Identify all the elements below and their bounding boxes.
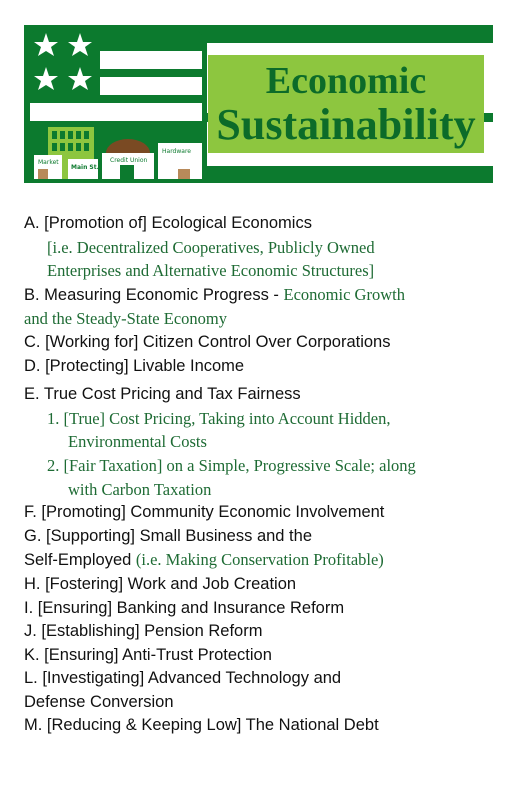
item-f: F. [Promoting] Community Economic Involvement: [24, 503, 385, 522]
item-l-line-1: L. [Investigating] Advanced Technology and: [24, 669, 342, 688]
main-st-label: Main St.: [71, 164, 99, 171]
item-e2-line-2: with Carbon Taxation: [68, 479, 212, 499]
item-g-detail: (i.e. Making Conservation Profitable): [135, 550, 384, 570]
title-box: [208, 55, 484, 153]
item-g-line-2: [24, 548, 504, 573]
credit-union-label: Credit Union: [110, 157, 148, 164]
item-e1-line-1: 1. [True] Cost Pricing, Taking into Account Hidden,: [47, 408, 391, 428]
item-d: D. [Protecting] Livable Income: [24, 356, 245, 375]
item-a-detail-2: Enterprises and Alternative Economic Structures]: [47, 261, 375, 281]
item-c: C. [Working for] Citizen Control Over Corporations: [24, 332, 391, 351]
item-h: H. [Fostering] Work and Job Creation: [24, 574, 297, 593]
title-line-2: Sustainability: [216, 100, 476, 149]
header-banner: [24, 25, 493, 183]
item-g-line-1: G. [Supporting] Small Business and the: [24, 526, 312, 545]
item-b-detail-2: and the Steady-State Economy: [24, 309, 227, 329]
item-b-main: B. Measuring Economic Progress -: [24, 285, 284, 304]
hardware-label: Hardware: [162, 148, 191, 155]
item-e1-line-2: Environmental Costs: [68, 432, 207, 452]
item-e2-line-1: 2. [Fair Taxation] on a Simple, Progressive Scale; along: [47, 455, 416, 475]
market-label: Market: [38, 159, 59, 166]
item-e: E. True Cost Pricing and Tax Fairness: [24, 385, 301, 404]
title-line-1: Economic: [265, 60, 427, 102]
item-b: [24, 283, 504, 308]
item-g-main: Self-Employed: [24, 551, 136, 570]
item-l-line-2: Defense Conversion: [24, 692, 174, 711]
item-a: A. [Promotion of] Ecological Economics: [24, 214, 312, 232]
item-k: K. [Ensuring] Anti-Trust Protection: [24, 645, 272, 664]
policy-list: [24, 212, 504, 738]
item-a-detail-1: [i.e. Decentralized Cooperatives, Publicly Owned: [47, 237, 375, 257]
item-m: M. [Reducing & Keeping Low] The National Debt: [24, 716, 379, 735]
flag-town-illustration: [30, 31, 202, 179]
item-j: J. [Establishing] Pension Reform: [24, 622, 263, 641]
item-i: I. [Ensuring] Banking and Insurance Reform: [24, 598, 345, 617]
item-b-detail-1: Economic Growth: [283, 284, 405, 304]
